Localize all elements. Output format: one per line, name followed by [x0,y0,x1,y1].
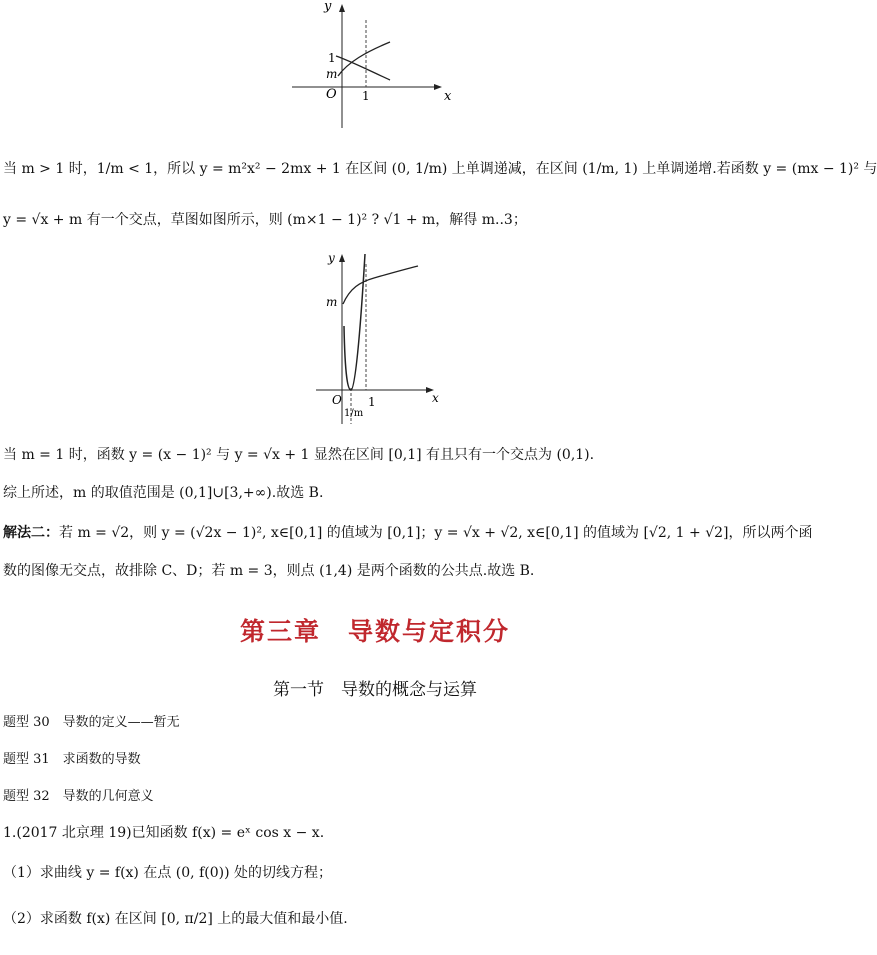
problem-q2: （2）求函数 f(x) 在区间 [0, π/2] 上的最大值和最小值. [3,911,348,927]
topic-30: 题型 30 导数的定义——暂无 [3,715,180,730]
sqrt-curve [343,266,418,304]
problem-q1: （1）求曲线 y = f(x) 在点 (0, f(0)) 处的切线方程； [3,865,332,881]
fig2-tick-1x: 1 [368,395,376,409]
fig2-label-x: x [432,391,439,405]
curve-decreasing [336,56,390,80]
problem-stem: 1.(2017 北京理 19)已知函数 f(x) = eˣ cos x − x. [3,825,325,841]
para4-line1-text: 若 m = √2，则 y = (√2x − 1)², x∈[0,1] 的值域为 [0,1]；y = √x + √2, x∈[0,1] 的值域为 [√2, 1 + √2]，所以两个函 [59,525,813,541]
y-axis-arrow [339,254,345,262]
chapter-title: 第三章 导数与定积分 [239,617,510,646]
figure-1 [286,0,456,130]
para1-line2: y = √x + m 有一个交点，草图如图所示，则 (m×1 − 1)² ? √1 + m，解得 m..3； [3,212,527,228]
para4-line1 [3,522,813,544]
para4-line2: 数的图像无交点，故排除 C、D；若 m = 3，则点 (1,4) 是两个函数的公共点.故选 B. [3,563,535,579]
x-axis-arrow [434,84,442,90]
fig1-tick-1x: 1 [362,89,370,103]
section-title: 第一节 导数的概念与运算 [273,680,477,700]
solution-two-lead: 解法二： [3,525,59,541]
topic-32: 题型 32 导数的几何意义 [3,789,154,804]
fig2-tick-1-over-m: 1/m [344,408,364,419]
topic-31: 题型 31 求函数的导数 [3,752,141,767]
fig1-label-origin: O [326,87,337,102]
fig1-tick-1y: 1 [328,51,336,65]
fig1-label-y: y [324,0,332,14]
fig2-tick-m: m [326,295,338,309]
fig2-label-y: y [328,251,335,265]
parabola-curve [344,254,365,390]
figure-2 [308,248,448,426]
curve-increasing [338,42,390,76]
y-axis-arrow [339,4,345,12]
fig1-tick-m: m [326,67,338,81]
fig2-label-origin: O [332,393,342,407]
para1-line1: 当 m > 1 时，1/m < 1，所以 y = m²x² − 2mx + 1 在区间 (0, 1/m) 上单调递减，在区间 (1/m, 1) 上单调递增.若函数 y = (mx − 1)² 与 [3,161,877,177]
fig1-label-x: x [444,89,452,104]
para3: 综上所述，m 的取值范围是 (0,1]∪[3,+∞).故选 B. [3,485,324,501]
para2: 当 m = 1 时，函数 y = (x − 1)² 与 y = √x + 1 显然在区间 [0,1] 有且只有一个交点为 (0,1). [3,447,595,463]
